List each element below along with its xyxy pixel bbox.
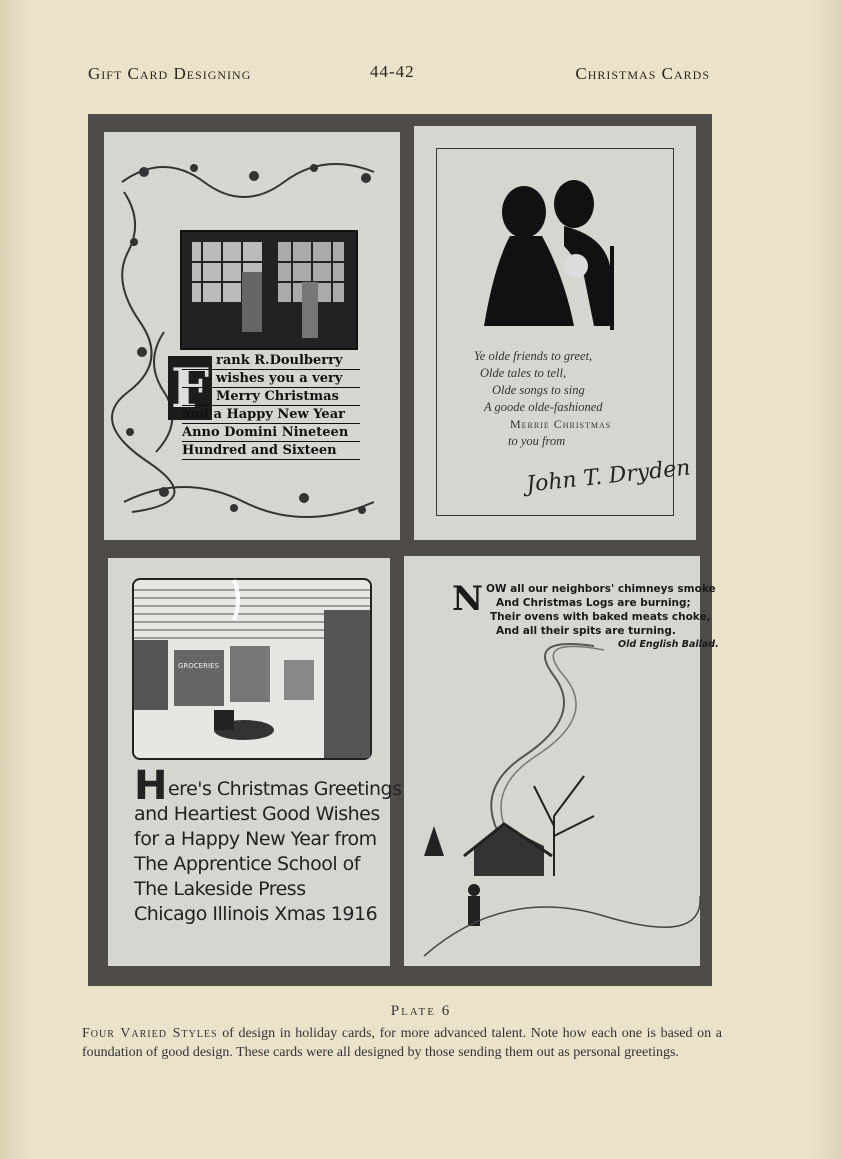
verse-line: Olde songs to sing: [492, 383, 585, 397]
poem-line: And all their spits are turning.: [496, 625, 676, 637]
card1-line: rank R.Doulberry: [182, 352, 360, 370]
greeting-line: The Lakeside Press: [134, 878, 306, 900]
artist-workshop-icon: [182, 232, 356, 348]
poem-line: Their ovens with baked meats choke,: [490, 611, 711, 623]
card-illuminated: [104, 132, 400, 540]
poem-line: OW all our neighbors' chimneys smoke: [486, 583, 716, 595]
plate-frame: [88, 114, 719, 986]
caption-lead: Four Varied Styles: [82, 1026, 218, 1041]
drop-cap: F: [168, 356, 212, 420]
grocery-sign: GROCERIES: [178, 662, 219, 670]
woodcut-illustration: [180, 230, 358, 350]
greeting-line: Chicago Illinois Xmas 1916: [134, 903, 378, 925]
signature: John T. Dryden: [525, 455, 692, 498]
card1-line: wishes you a very: [182, 370, 360, 388]
verse-line: Ye olde friends to greet,: [474, 349, 593, 363]
plate-title: Plate 6: [390, 1003, 452, 1019]
card2-verse: [474, 348, 674, 450]
winter-village-icon: [134, 580, 370, 758]
card1-text: [182, 352, 360, 460]
header-section: Christmas Cards: [575, 64, 710, 83]
card1-line: Anno Domini Nineteen: [182, 424, 360, 442]
verse-line: A goode olde-fashioned: [484, 400, 603, 414]
plate-caption: [82, 1024, 722, 1062]
card-village: [108, 558, 402, 966]
village-scene: [132, 578, 372, 760]
card1-line: Hundred and Sixteen: [182, 442, 360, 460]
card1-line: and a Happy New Year: [182, 406, 360, 424]
card-silhouette: [414, 126, 696, 540]
merrie-christmas: Merrie Christmas: [510, 417, 612, 431]
greeting-text: ere's Christmas Greetings: [167, 778, 402, 800]
greeting-line: and Heartiest Good Wishes: [134, 803, 380, 825]
header-title: Gift Card Designing: [88, 64, 252, 83]
verse-line: Olde tales to tell,: [480, 366, 567, 380]
cottage-smoke-icon: [404, 556, 719, 966]
page-number: 44-42: [370, 62, 415, 81]
card3-greeting: [134, 763, 402, 927]
greeting-line: The Apprentice School of: [134, 853, 360, 875]
silhouette-couple-icon: [414, 126, 696, 346]
poem-initial: N: [452, 579, 484, 619]
greeting-initial: H: [134, 763, 167, 809]
greeting-line: [134, 763, 402, 809]
greeting-line: for a Happy New Year from: [134, 828, 377, 850]
closing-line: to you from: [508, 434, 566, 448]
running-header: [88, 64, 710, 88]
poem-credit: Old English Ballad.: [618, 639, 719, 650]
card-cottage: [404, 556, 719, 966]
poem-line: And Christmas Logs are burning;: [496, 597, 691, 609]
card1-line: Merry Christmas: [182, 388, 360, 406]
caption-body: of design in holiday cards, for more advanced talent. Note how each one is based on a foundation of good design. These cards were all designed by those sending them out as personal greetings.: [82, 1026, 723, 1060]
